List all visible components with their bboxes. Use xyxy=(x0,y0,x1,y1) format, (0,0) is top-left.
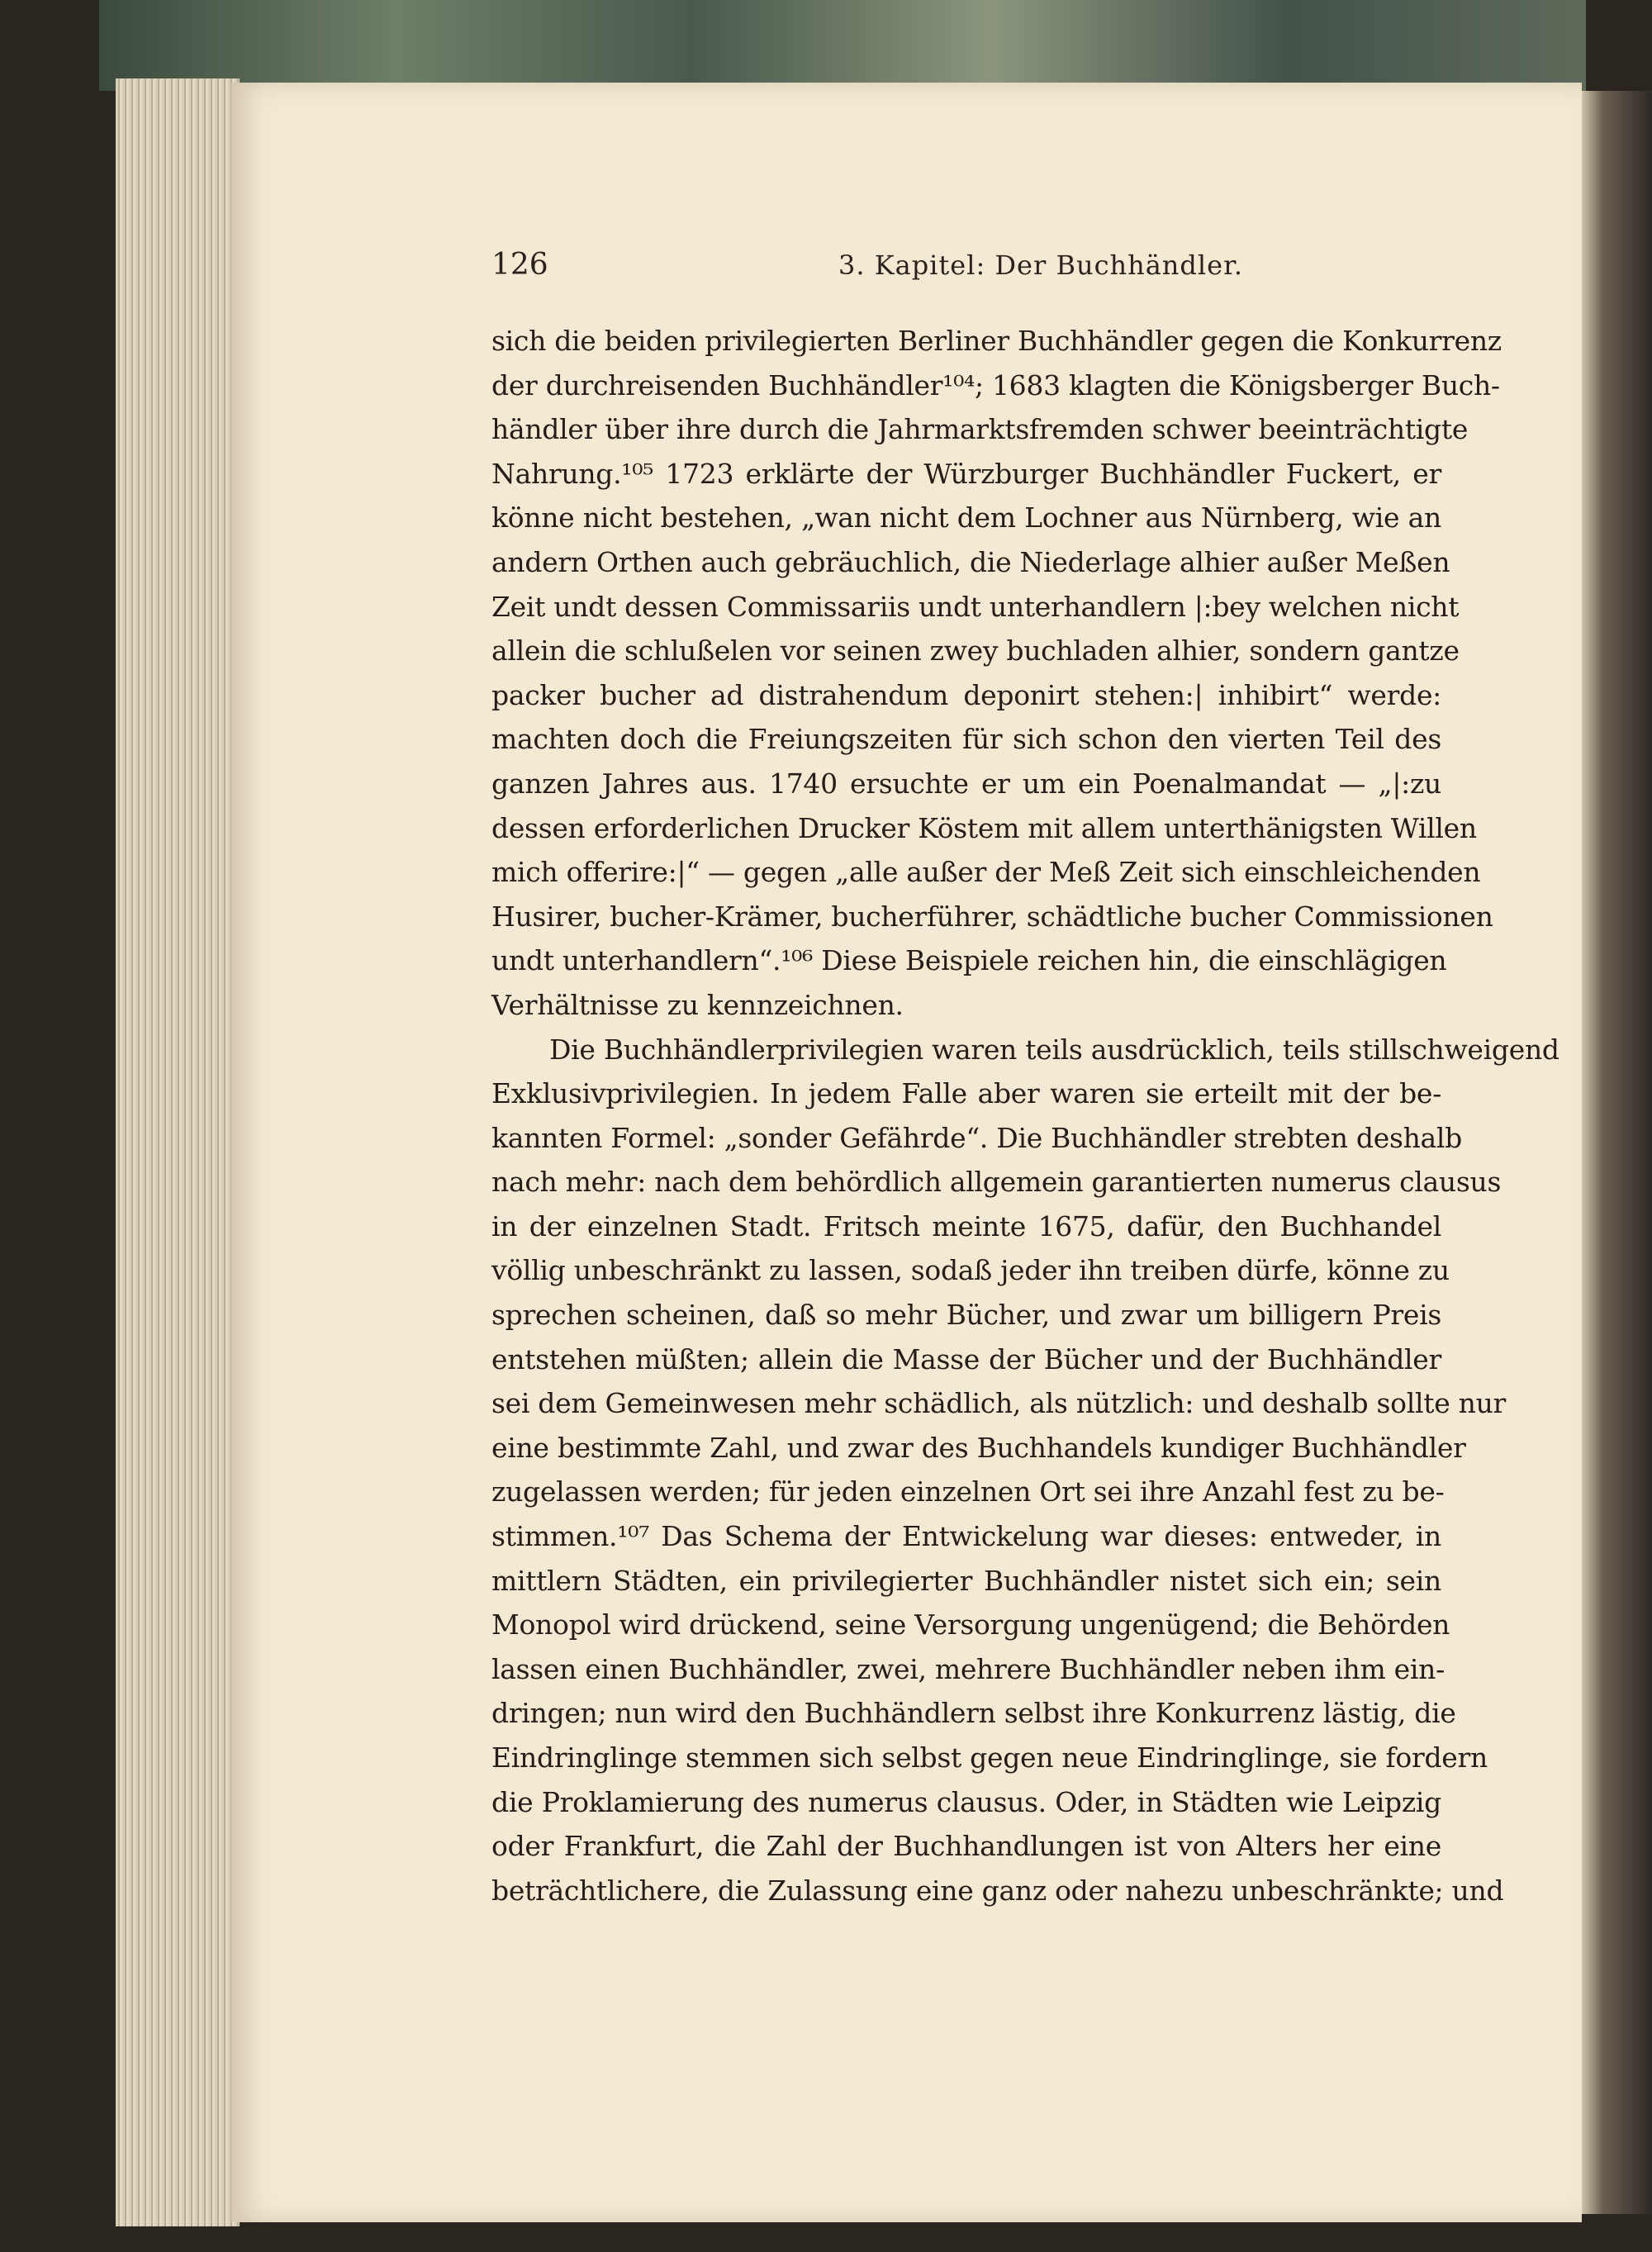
book-cover-edge xyxy=(1582,91,1652,2214)
text-line: die Proklamierung des numerus clausus. Oder, in Städten wie Leipzig xyxy=(491,1785,1441,1818)
text-line: allein die schlußelen vor seinen zwey buchladen alhier, sondern gantze xyxy=(491,634,1460,668)
page-number: 126 xyxy=(491,248,548,282)
text-line: mittlern Städten, ein privilegierter Buchhändler nistet sich ein; sein xyxy=(491,1564,1441,1597)
text-line: sei dem Gemeinwesen mehr schädlich, als nützlich: und deshalb sollte nur xyxy=(491,1387,1507,1420)
text-line: zugelassen werden; für jeden einzelnen Ort sei ihre Anzahl fest zu be- xyxy=(491,1475,1445,1508)
text-line: lassen einen Buchhändler, zwei, mehrere Buchhändler neben ihm ein- xyxy=(491,1652,1445,1685)
text-line: oder Frankfurt, die Zahl der Buchhandlungen ist von Alters her eine xyxy=(491,1830,1441,1863)
marbled-edge xyxy=(99,0,1586,91)
text-line: in der einzelnen Stadt. Fritsch meinte 1675, dafür, den Buchhandel xyxy=(491,1209,1441,1242)
body-text xyxy=(491,321,1559,1914)
text-line: Exklusivprivilegien. In jedem Falle aber waren sie erteilt mit der be- xyxy=(491,1077,1441,1110)
page-edges xyxy=(116,78,240,2226)
text-line: sich die beiden privilegierten Berliner Buchhändler gegen die Konkurrenz xyxy=(491,325,1502,357)
text-line: Die Buchhändlerprivilegien waren teils ausdrücklich, teils stillschweigend xyxy=(549,1033,1559,1066)
text-line: dessen erforderlichen Drucker Köstem mit allem unterthänigsten Willen xyxy=(491,811,1477,844)
text-line: beträchtlichere, die Zulassung eine ganz oder nahezu unbeschränkte; und xyxy=(491,1874,1504,1907)
page-header xyxy=(491,248,1441,284)
text-line: kannten Formel: „sonder Gefährde“. Die Buchhändler strebten deshalb xyxy=(491,1121,1462,1154)
text-line: packer bucher ad distrahendum deponirt stehen:| inhibirt“ werde: xyxy=(491,678,1441,711)
text-line: händler über ihre durch die Jahrmarktsfremden schwer beeinträchtigte xyxy=(491,413,1469,446)
text-line: könne nicht bestehen, „wan nicht dem Lochner aus Nürnberg, wie an xyxy=(491,501,1441,534)
text-line: andern Orthen auch gebräuchlich, die Niederlage alhier außer Meßen xyxy=(491,545,1450,578)
text-line: Zeit undt dessen Commissariis undt unterhandlern |:bey welchen nicht xyxy=(491,590,1460,623)
text-line: sprechen scheinen, daß so mehr Bücher, und zwar um billigern Preis xyxy=(491,1299,1441,1332)
text-line: Nahrung.¹⁰⁵ 1723 erklärte der Würzburger Buchhändler Fuckert, er xyxy=(491,457,1441,490)
text-line: dringen; nun wird den Buchhändlern selbst ihre Konkurrenz lästig, die xyxy=(491,1697,1456,1730)
text-line: der durchreisenden Buchhändler¹⁰⁴; 1683 klagten die Königsberger Buch- xyxy=(491,368,1500,401)
text-line: Monopol wird drückend, seine Versorgung ungenügend; die Behörden xyxy=(491,1608,1450,1641)
text-line: Eindringlinge stemmen sich selbst gegen neue Eindringlinge, sie fordern xyxy=(491,1741,1488,1774)
text-line: nach mehr: nach dem behördlich allgemein garantierten numerus clausus xyxy=(491,1166,1502,1199)
text-line: undt unterhandlern“.¹⁰⁶ Diese Beispiele reichen hin, die einschlägigen xyxy=(491,944,1447,977)
text-line: Husirer, bucher-Krämer, bucherführer, schädtliche bucher Commissionen xyxy=(491,900,1493,933)
running-title: 3. Kapitel: Der Buchhändler. xyxy=(838,249,1244,281)
text-line: ganzen Jahres aus. 1740 ersuchte er um ein Poenalmandat — „|:zu xyxy=(491,767,1441,800)
text-line: eine bestimmte Zahl, und zwar des Buchhandels kundiger Buchhändler xyxy=(491,1431,1466,1464)
text-line: machten doch die Freiungszeiten für sich schon den vierten Teil des xyxy=(491,723,1441,756)
text-line: mich offerire:|“ — gegen „alle außer der Meß Zeit sich einschleichenden xyxy=(491,856,1481,889)
text-line: völlig unbeschränkt zu lassen, sodaß jeder ihn treiben dürfe, könne zu xyxy=(491,1254,1450,1287)
text-line: Verhältnisse zu kennzeichnen. xyxy=(491,988,904,1021)
text-line: stimmen.¹⁰⁷ Das Schema der Entwickelung war dieses: entweder, in xyxy=(491,1520,1441,1553)
text-line: entstehen müßten; allein die Masse der Bücher und der Buchhändler xyxy=(491,1342,1441,1375)
